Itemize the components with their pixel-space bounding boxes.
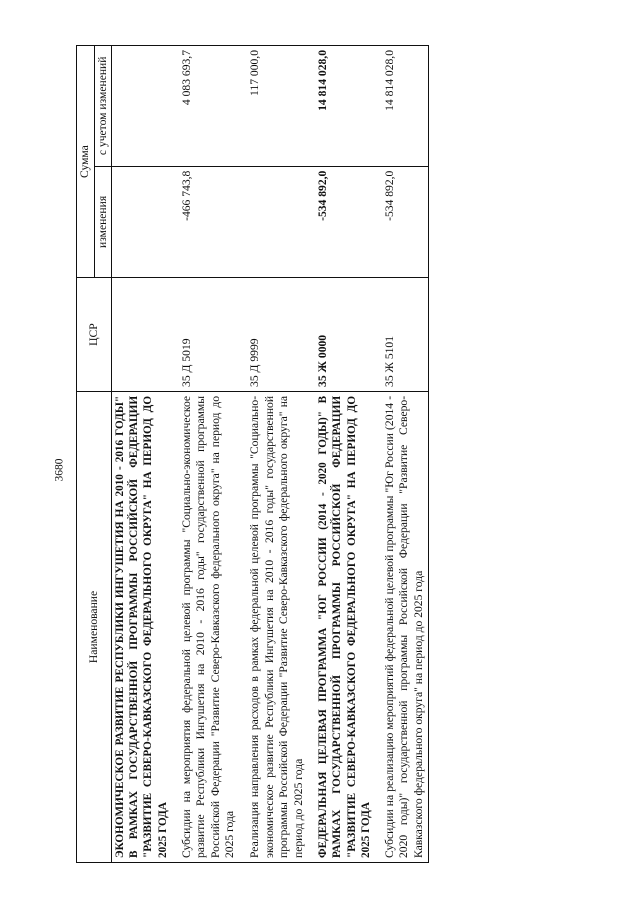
row-total <box>112 46 171 167</box>
header-changes: изменения <box>94 166 112 278</box>
table-row <box>247 46 307 863</box>
row-total: 4 083 693,7 <box>179 46 239 167</box>
row-name: ФЕДЕРАЛЬНАЯ ЦЕЛЕВАЯ ПРОГРАММА "ЮГ РОССИИ (2014 - 2020 ГОДЫ)" В РАМКАХ ГОСУДАРСТВЕННОЙ ПРОГРАММЫ РОССИЙСКОЙ ФЕДЕРАЦИИ "РАЗВИТИЕ СЕВЕРО-КАВКАЗСКОГО ФЕДЕРАЛЬНОГО ОКРУГА" НА ПЕРИОД ДО 2025 ГОДА <box>315 391 373 862</box>
row-change: -466 743,8 <box>179 166 239 278</box>
row-name: Реализация направления расходов в рамках федеральной целевой программы "Социально-экономическое развитие Республики Ингушетия на 2010 - 2016 годы" государственной программы Российской Федерации "Развитие Северо-Кавказского федерального округа" на период до 2025 года <box>247 391 307 862</box>
row-change <box>247 166 307 278</box>
page-number-text: 3680 <box>53 458 66 482</box>
table-row <box>315 46 373 863</box>
header-sum: Сумма <box>77 46 95 278</box>
table-row <box>179 46 239 863</box>
table-row <box>382 46 428 863</box>
budget-table <box>76 45 429 863</box>
table-header <box>77 46 112 863</box>
row-csr: 35 Ж 0000 <box>315 278 373 392</box>
row-spacer <box>307 46 315 863</box>
row-spacer <box>171 46 179 863</box>
row-change: -534 892,0 <box>382 166 428 278</box>
header-with-changes: с учетом изменений <box>94 46 112 167</box>
rotated-page-content <box>76 45 616 863</box>
row-spacer <box>374 46 382 863</box>
header-csr: ЦСР <box>77 278 112 392</box>
row-total: 14 814 028,0 <box>382 46 428 167</box>
row-total: 117 000,0 <box>247 46 307 167</box>
page-number <box>48 459 68 481</box>
row-csr: 35 Ж 5101 <box>382 278 428 392</box>
row-csr: 35 Д 5019 <box>179 278 239 392</box>
row-csr <box>112 278 171 392</box>
row-csr: 35 Д 9999 <box>247 278 307 392</box>
header-name: Наименование <box>77 391 112 862</box>
row-change <box>112 166 171 278</box>
row-name: Субсидии на мероприятия федеральной целевой программы "Социально-экономическое развитие Республики Ингушетия на 2010 - 2016 годы" государственной программы Российской Федерации "Развитие Северо-Кавказского федерального округа" на период до 2025 года <box>179 391 239 862</box>
row-change: -534 892,0 <box>315 166 373 278</box>
row-name: ЭКОНОМИЧЕСКОЕ РАЗВИТИЕ РЕСПУБЛИКИ ИНГУШЕТИЯ НА 2010 - 2016 ГОДЫ" В РАМКАХ ГОСУДАРСТВЕННОЙ ПРОГРАММЫ РОССИЙСКОЙ ФЕДЕРАЦИИ "РАЗВИТИЕ СЕВЕРО-КАВКАЗСКОГО ФЕДЕРАЛЬНОГО ОКРУГА" НА ПЕРИОД ДО 2025 ГОДА <box>112 391 171 862</box>
row-total: 14 814 028,0 <box>315 46 373 167</box>
table-row <box>112 46 171 863</box>
row-name: Субсидии на реализацию мероприятий федеральной целевой программы "Юг России (2014 - 2020 годы)" государственной программы Российской Федерации "Развитие Северо-Кавказского федерального округа" на период до 2025 года <box>382 391 428 862</box>
row-spacer <box>239 46 247 863</box>
